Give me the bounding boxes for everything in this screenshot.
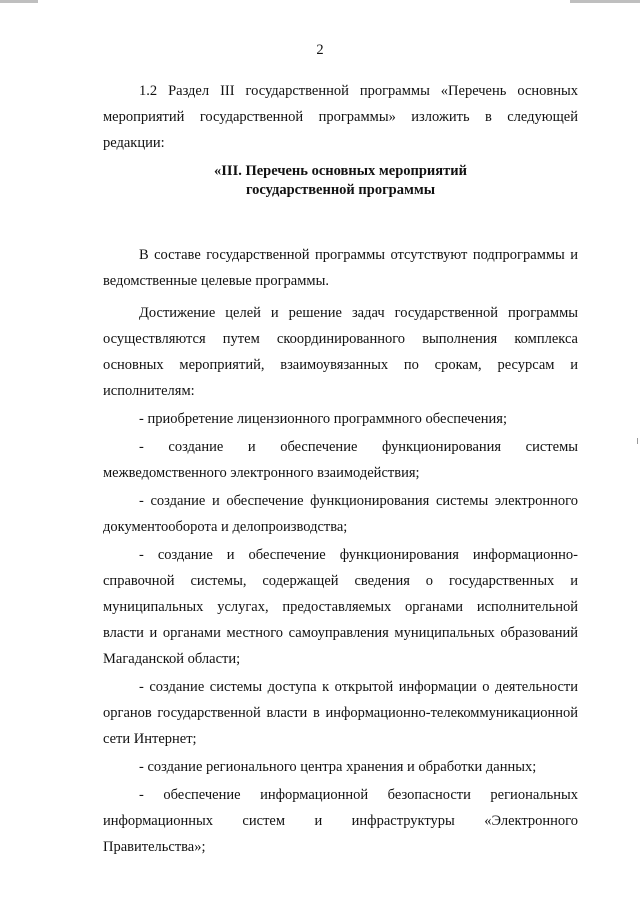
list-item: - создание и обеспечение функционирования системы межведомственного электронного взаимодействия; — [103, 439, 578, 481]
list-item: - создание регионального центра хранения и обработки данных; — [139, 759, 537, 775]
section-title — [103, 162, 578, 200]
intro-paragraph: 1.2 Раздел III государственной программы «Перечень основных мероприятий государственной программы» изложить в следующей редакции: — [103, 83, 578, 151]
list-item: - создание и обеспечение функционирования информационно-справочной системы, содержащей сведения о государственных и муниципальных услугах, предоставляемых органами исполнительной власти и органами местного самоуправления муниципальных образований Магаданской области; — [103, 547, 578, 667]
scan-edge-mark — [0, 0, 38, 3]
document-body — [103, 78, 578, 860]
section-title-line-2: государственной программы — [245, 182, 436, 198]
paragraph: В составе государственной программы отсутствуют подпрограммы и ведомственные целевые программы. — [103, 247, 578, 289]
scan-edge-tick — [637, 438, 638, 444]
paragraph: Достижение целей и решение задач государственной программы осуществляются путем скоординированного выполнения комплекса основных мероприятий, взаимоувязанных по срокам, ресурсам и исполнителям: — [103, 305, 578, 399]
list-item: - создание и обеспечение функционирования системы электронного документооборота и делопроизводства; — [103, 493, 578, 535]
page-number: 2 — [316, 42, 324, 58]
list-item: - создание системы доступа к открытой информации о деятельности органов государственной власти в информационно-телекоммуникационной сети Интернет; — [103, 679, 578, 747]
list-item: - приобретение лицензионного программного обеспечения; — [139, 411, 507, 427]
list-item: - обеспечение информационной безопасности региональных информационных систем и инфраструктуры «Электронного Правительства»; — [103, 787, 578, 855]
section-title-line-1: «III. Перечень основных мероприятий — [214, 163, 467, 179]
scan-edge-mark — [570, 0, 640, 3]
